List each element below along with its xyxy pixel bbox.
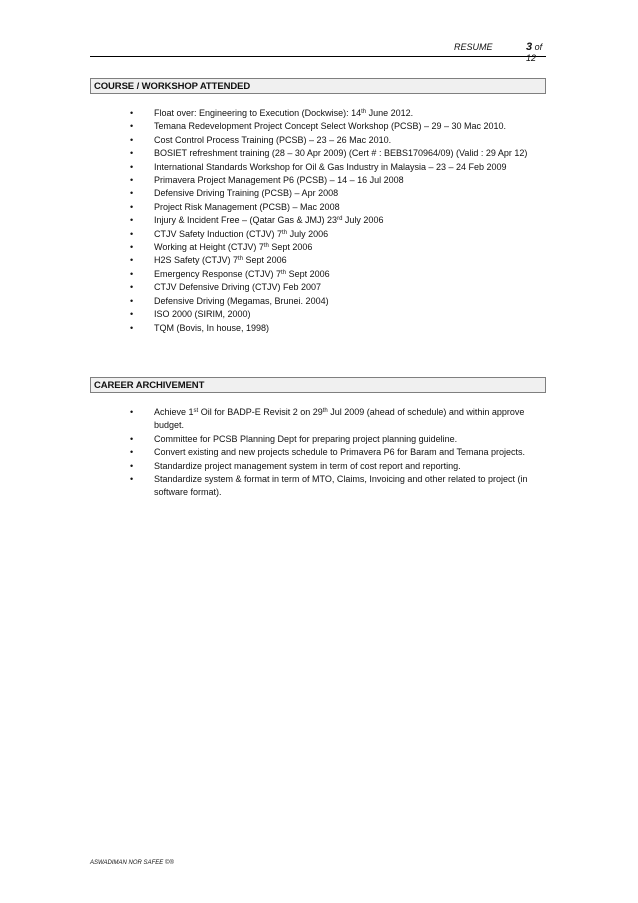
header-label: RESUME [454,42,493,52]
list-item: • Cost Control Process Training (PCSB) – 23 – 26 Mac 2010. [127,134,552,147]
list-item: • BOSIET refreshment training (28 – 30 Apr 2009) (Cert # : BEBS170964/09) (Valid : 29 Apr 12) [127,147,552,160]
list-item: • Primavera Project Management P6 (PCSB) – 14 – 16 Jul 2008 [127,174,552,187]
list-item: • Defensive Driving Training (PCSB) – Apr 2008 [127,187,552,200]
list-item: • ISO 2000 (SIRIM, 2000) [127,308,552,321]
list-item: • Working at Height (CTJV) 7th Sept 2006 [127,241,552,254]
list-item: • Injury & Incident Free – (Qatar Gas & JMJ) 23rd July 2006 [127,214,552,227]
list-item: • Defensive Driving (Megamas, Brunei. 2004) [127,295,552,308]
list-item: • Project Risk Management (PCSB) – Mac 2008 [127,201,552,214]
list-item: • Committee for PCSB Planning Dept for preparing project planning guideline. [127,433,552,446]
career-list [127,406,552,500]
list-item: • H2S Safety (CTJV) 7th Sept 2006 [127,254,552,267]
page-current: 3 [526,41,533,53]
footer-text: ASWADIMAN NOR SAFEE ©® [90,860,174,866]
list-item: • Float over: Engineering to Execution (Dockwise): 14th June 2012. [127,107,552,120]
list-item: • Achieve 1st Oil for BADP-E Revisit 2 on 29th Jul 2009 (ahead of schedule) and within approve budget. [127,406,552,433]
list-item: • Convert existing and new projects schedule to Primavera P6 for Baram and Temana projects. [127,446,552,459]
list-item: • Standardize system & format in term of MTO, Claims, Invoicing and other related to project (in software format). [127,473,552,500]
list-item: • CTJV Safety Induction (CTJV) 7th July 2006 [127,228,552,241]
course-section-title: COURSE / WORKSHOP ATTENDED [90,78,546,94]
course-list [127,107,552,335]
list-item: • TQM (Bovis, In house, 1998) [127,322,552,335]
list-item: • CTJV Defensive Driving (CTJV) Feb 2007 [127,281,552,294]
page-header [90,38,546,63]
career-section-title: CAREER ARCHIVEMENT [90,377,546,393]
list-item: • Temana Redevelopment Project Concept Select Workshop (PCSB) – 29 – 30 Mac 2010. [127,120,552,133]
list-item: • International Standards Workshop for Oil & Gas Industry in Malaysia – 23 – 24 Feb 2009 [127,161,552,174]
list-item: • Emergency Response (CTJV) 7th Sept 2006 [127,268,552,281]
list-item: • Standardize project management system in term of cost report and reporting. [127,460,552,473]
page-number [526,41,546,63]
page-total: of 12 [526,42,543,63]
